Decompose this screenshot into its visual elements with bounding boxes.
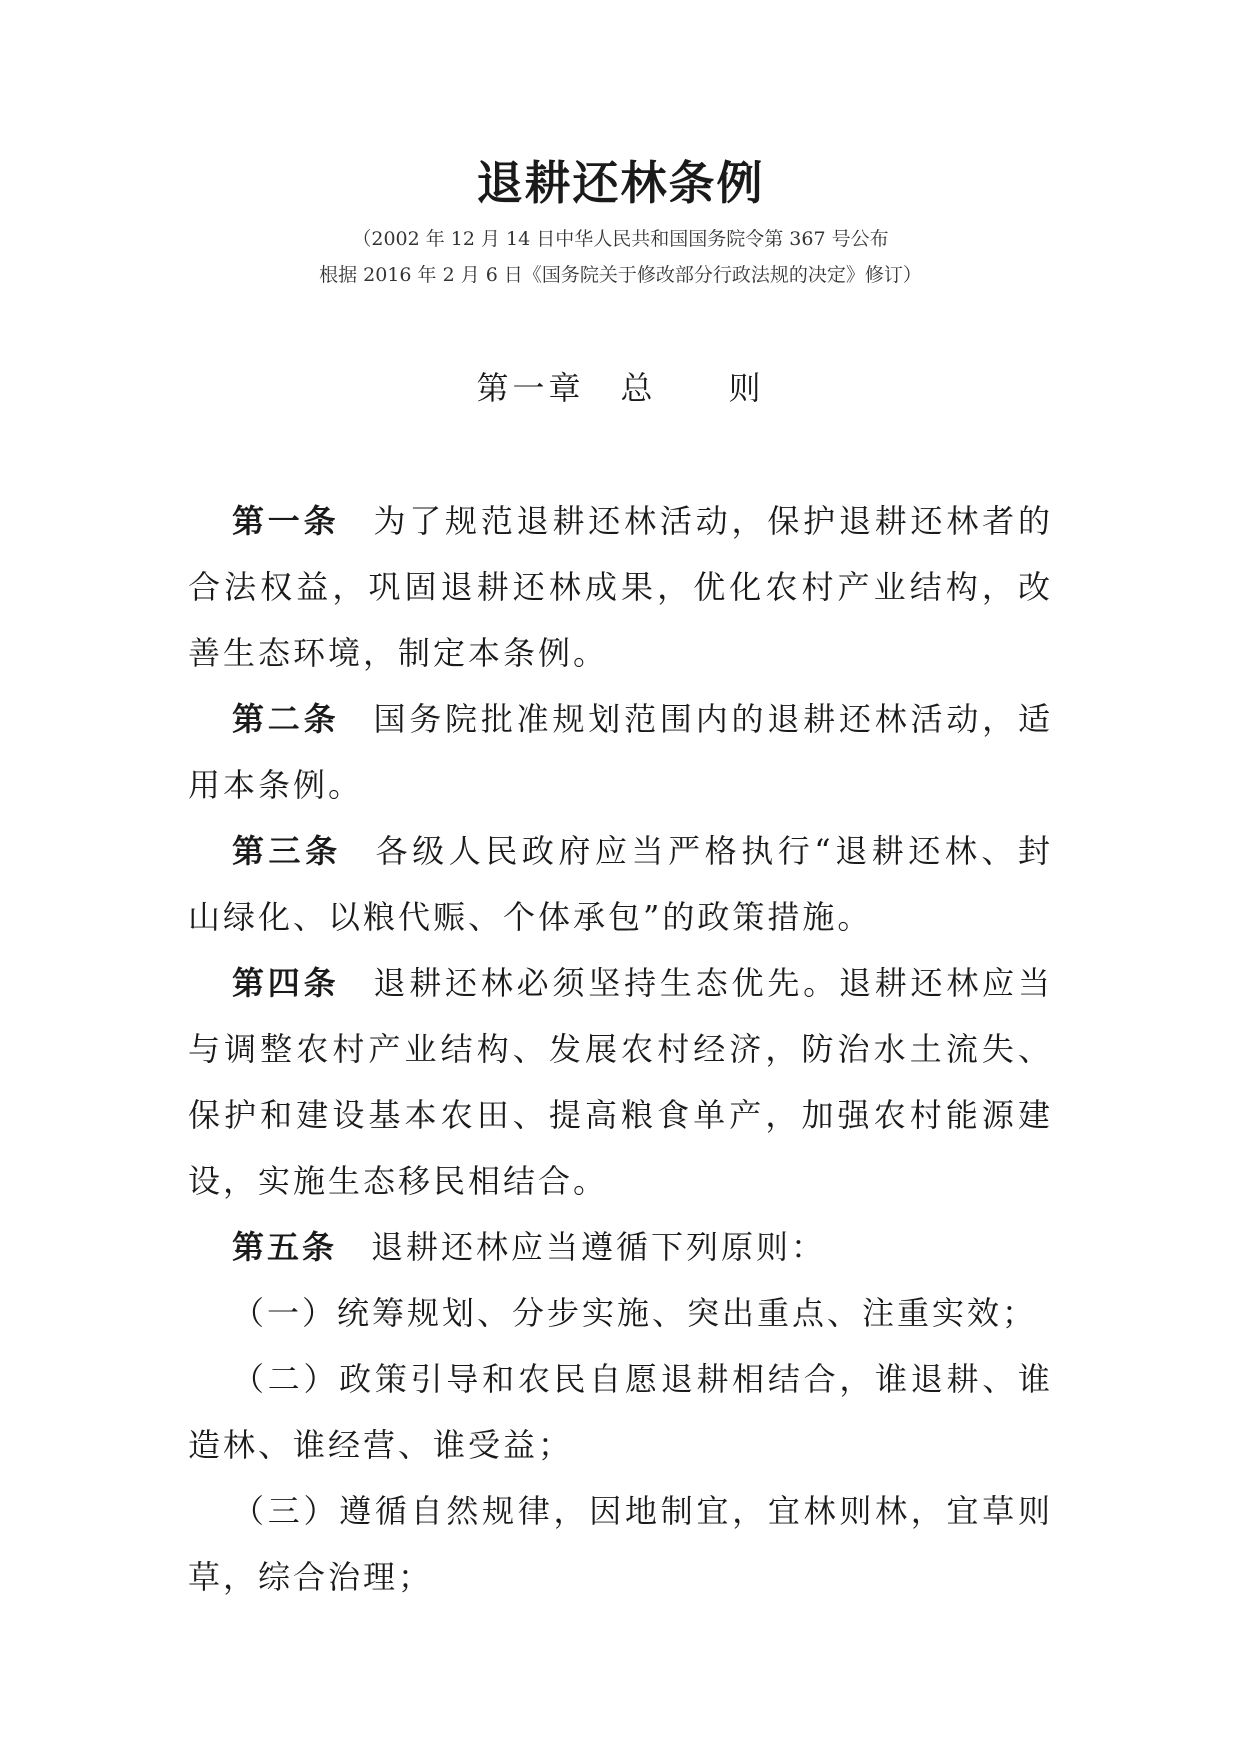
article-text: 退耕还林应当遵循下列原则： bbox=[371, 1228, 827, 1266]
article-1 bbox=[188, 488, 1053, 686]
article-5 bbox=[188, 1214, 1053, 1280]
article-number: 第四条 bbox=[232, 964, 340, 1002]
article-number: 第五条 bbox=[232, 1228, 338, 1266]
article-text: 退耕还林必须坚持生态优先。退耕还林应当与调整农村产业结构、发展农村经济，防治水土流失、保护和建设基本农田、提高粮食单产，加强农村能源建设，实施生态移民相结合。 bbox=[188, 964, 1053, 1200]
article-5-item-1: （一）统筹规划、分步实施、突出重点、注重实效； bbox=[232, 1294, 1038, 1332]
revision-note: 根据 2016 年 2 月 6 日《国务院关于修改部分行政法规的决定》修订） bbox=[319, 264, 922, 286]
article-4 bbox=[188, 950, 1053, 1214]
article-5-item-2: （二）政策引导和农民自愿退耕相结合，谁退耕、谁造林、谁经营、谁受益； bbox=[188, 1360, 1053, 1464]
article-3 bbox=[188, 818, 1053, 950]
article-number: 第一条 bbox=[232, 502, 340, 540]
document-title: 退耕还林条例 bbox=[476, 156, 765, 210]
article-number: 第二条 bbox=[232, 700, 340, 738]
article-5-item-3: （三）遵循自然规律，因地制宜，宜林则林，宜草则草，综合治理； bbox=[188, 1492, 1053, 1596]
document-body bbox=[188, 488, 1053, 1610]
article-2 bbox=[188, 686, 1053, 818]
article-text: 为了规范退耕还林活动，保护退耕还林者的合法权益，巩固退耕还林成果，优化农村产业结构，改善生态环境，制定本条例。 bbox=[188, 502, 1053, 672]
promulgation-note: （2002 年 12 月 14 日中华人民共和国国务院令第 367 号公布 bbox=[352, 228, 889, 250]
article-number: 第三条 bbox=[232, 832, 342, 870]
chapter-heading: 第一章 总 则 bbox=[476, 369, 765, 407]
article-text: 各级人民政府应当严格执行“退耕还林、封山绿化、以粮代赈、个体承包”的政策措施。 bbox=[188, 832, 1053, 936]
article-text: 国务院批准规划范围内的退耕还林活动，适用本条例。 bbox=[188, 700, 1053, 804]
